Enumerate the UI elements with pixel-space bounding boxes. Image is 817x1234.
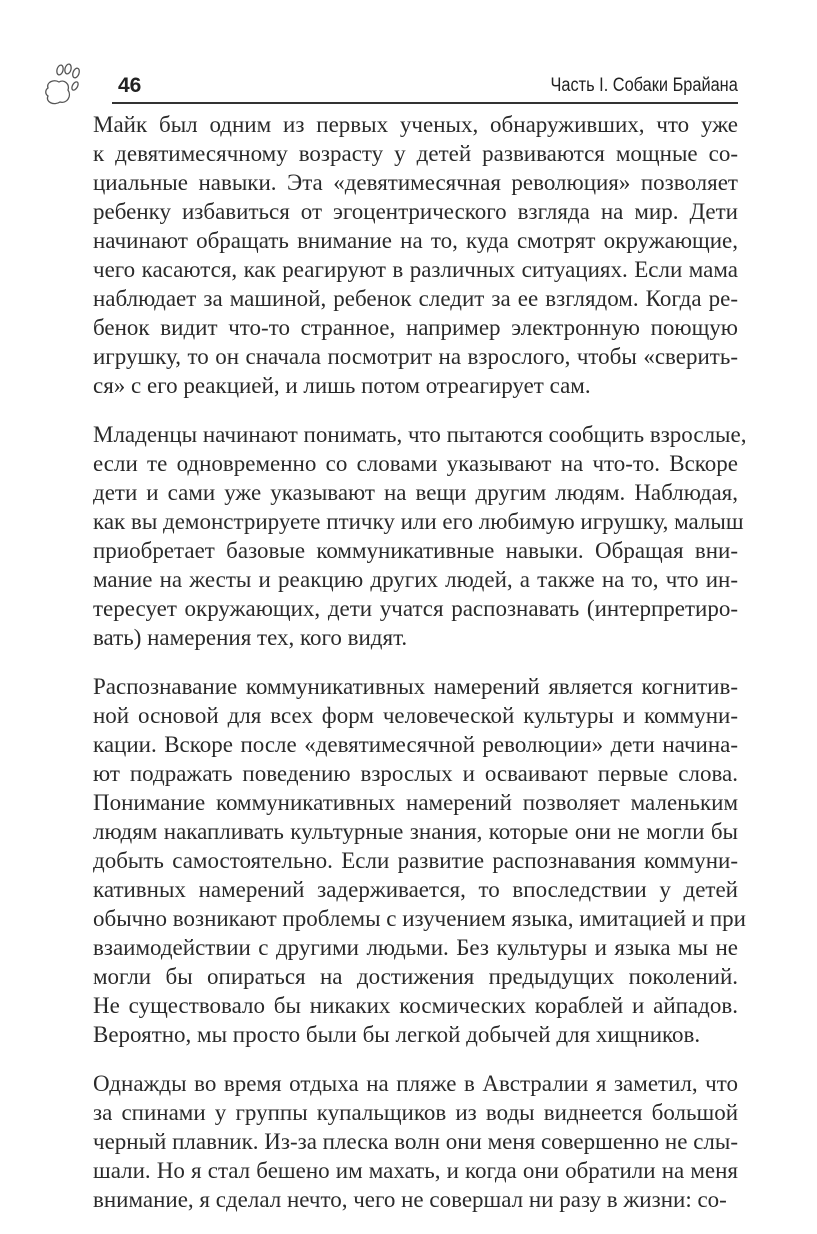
text-line: внимание, я сделал нечто, чего не совершал ни разу в жизни: со- [93, 1187, 727, 1212]
paw-print-icon [40, 62, 92, 108]
text-line: чего касаются, как реагируют в различных ситуациях. Если мама [93, 257, 738, 282]
paragraph [93, 1069, 738, 1214]
page-header [40, 62, 738, 108]
text-line: ной основой для всех форм человеческой культуры и коммуни- [93, 703, 738, 728]
text-line: вать) намерения тех, кого видят. [93, 625, 408, 650]
text-line: Однажды во время отдыха на пляже в Австралии я заметил, что [93, 1071, 738, 1096]
text-line: Младенцы начинают понимать, что пытаются сообщить взрослые, [93, 422, 747, 447]
text-line: тересует окружающих, дети учатся распознавать (интерпретиро- [93, 596, 738, 621]
text-line: циальные навыки. Эта «девятимесячная революция» позволяет [93, 170, 738, 195]
text-line: Распознавание коммуникативных намерений является когнитив- [93, 674, 738, 699]
paragraph [93, 110, 738, 400]
text-line: начинают обращать внимание на то, куда смотрят окружающие, [93, 228, 738, 253]
header-rule [112, 102, 738, 104]
text-line: взаимодействии с другими людьми. Без культуры и языка мы не [93, 935, 738, 960]
paragraph [93, 420, 747, 652]
paragraph [93, 672, 746, 1049]
text-line: если те одновременно со словами указывают на что-то. Вскоре [93, 451, 738, 476]
text-line: ребенку избавиться от эгоцентрического взгляда на мир. Дети [93, 199, 738, 224]
text-line: к девятимесячному возрасту у детей развиваются мощные со- [93, 141, 738, 166]
text-line: Майк был одним из первых ученых, обнаруживших, что уже [93, 112, 738, 137]
text-line: за спинами у группы купальщиков из воды виднеется большой [93, 1100, 738, 1125]
text-line: ют подражать поведению взрослых и осваивают первые слова. [93, 761, 738, 786]
text-line: игрушку, то он сначала посмотрит на взрослого, чтобы «сверить- [93, 344, 738, 369]
text-line: обычно возникают проблемы с изучением языка, имитацией и при [93, 906, 746, 931]
text-line: Понимание коммуникативных намерений позволяет маленьким [93, 790, 738, 815]
text-line: людям накапливать культурные знания, которые они не могли бы [93, 819, 738, 844]
text-line: черный плавник. Из-за плеска волн они меня совершенно не слы- [93, 1129, 738, 1154]
text-line: мание на жесты и реакцию других людей, а также на то, что ин- [93, 567, 738, 592]
text-line: наблюдает за машиной, ребенок следит за ее взглядом. Когда ре- [93, 286, 738, 311]
text-line: кации. Вскоре после «девятимесячной революции» дети начина- [93, 732, 738, 757]
text-line: приобретает базовые коммуникативные навыки. Обращая вни- [93, 538, 738, 563]
text-line: могли бы опираться на достижения предыдущих поколений. [93, 964, 738, 989]
running-title: Часть I. Собаки Брайана [550, 75, 738, 96]
page-body [93, 110, 747, 1234]
text-line: как вы демонстрируете птичку или его любимую игрушку, малыш [93, 509, 744, 534]
text-line: добыть самостоятельно. Если развитие распознавания коммуни- [93, 848, 738, 873]
text-line: кативных намерений задерживается, то впоследствии у детей [93, 877, 738, 902]
text-line: Вероятно, мы просто были бы легкой добычей для хищников. [93, 1022, 701, 1047]
text-line: дети и сами уже указывают на вещи другим людям. Наблюдая, [93, 480, 738, 505]
text-line: ся» с его реакцией, и лишь потом отреагирует сам. [93, 373, 591, 398]
text-line: шали. Но я стал бешено им махать, и когда они обратили на меня [93, 1158, 738, 1183]
page-number: 46 [118, 74, 142, 97]
text-line: Не существовало бы никаких космических кораблей и айпадов. [93, 993, 738, 1018]
text-line: бенок видит что-то странное, например электронную поющую [93, 315, 738, 340]
